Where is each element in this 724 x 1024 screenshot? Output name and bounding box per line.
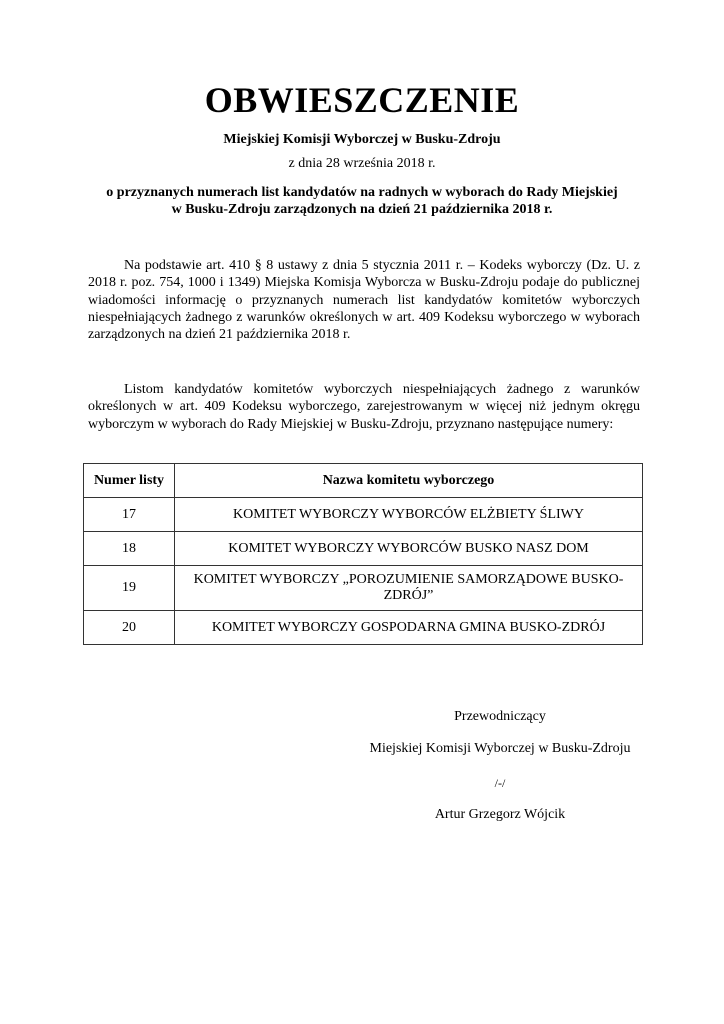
header-committee-name: Nazwa komitetu wyborczego (175, 464, 643, 498)
committees-table (83, 463, 643, 645)
document-subject: o przyznanych numerach list kandydatów na radnych w wyborach do Rady Miejskiej w Busku-Zdroju zarządzonych na dzień 21 października 2018 r. (106, 185, 618, 217)
committee-name: KOMITET WYBORCZY WYBORCÓW BUSKO NASZ DOM (175, 532, 643, 566)
paragraph-legal-basis: Na podstawie art. 410 § 8 ustawy z dnia 5 stycznia 2011 r. – Kodeks wyborczy (Dz. U. z 2018 r. poz. 754, 1000 i 1349) Miejska Komisja Wyborcza w Busku-Zdroju podaje do publicznej wiadomości informację o przyznanych numerach list kandydatów komitetów wyborczych niespełniających żadnego z warunków określonych w art. 409 Kodeksu wyborczego w wyborach zarządzonych na dzień 21 października 2018 r. (88, 258, 640, 343)
signature-body: Miejskiej Komisji Wyborczej w Busku-Zdroju (369, 741, 631, 756)
table-row (84, 566, 643, 611)
committee-name: KOMITET WYBORCZY GOSPODARNA GMINA BUSKO-ZDRÓJ (175, 611, 643, 645)
signature-role: Przewodniczący (454, 709, 546, 724)
paragraph-assignment: Listom kandydatów komitetów wyborczych niespełniających żadnego z warunków określonych w art. 409 Kodeksu wyborczego, zarejestrowanym w więcej niż jednym okręgu wyborczym w wyborach do Rady Miejskiej w Busku-Zdroju, przyznano następujące numery: (88, 382, 640, 432)
list-number: 18 (84, 532, 175, 566)
table-header-row (84, 464, 643, 498)
header-list-number: Numer listy (84, 464, 175, 498)
document-date: z dnia 28 września 2018 r. (288, 156, 436, 171)
document-title: OBWIESZCZENIE (204, 80, 520, 120)
signature-name: Artur Grzegorz Wójcik (434, 807, 566, 822)
table-row (84, 532, 643, 566)
list-number: 20 (84, 611, 175, 645)
committee-name: KOMITET WYBORCZY „POROZUMIENIE SAMORZĄDOWE BUSKO-ZDRÓJ” (175, 566, 643, 611)
signature-mark: /-/ (494, 776, 506, 790)
table-row (84, 498, 643, 532)
committee-name: KOMITET WYBORCZY WYBORCÓW ELŻBIETY ŚLIWY (175, 498, 643, 532)
list-number: 19 (84, 566, 175, 611)
table-row (84, 611, 643, 645)
document-subtitle: Miejskiej Komisji Wyborczej w Busku-Zdroju (223, 132, 501, 147)
list-number: 17 (84, 498, 175, 532)
